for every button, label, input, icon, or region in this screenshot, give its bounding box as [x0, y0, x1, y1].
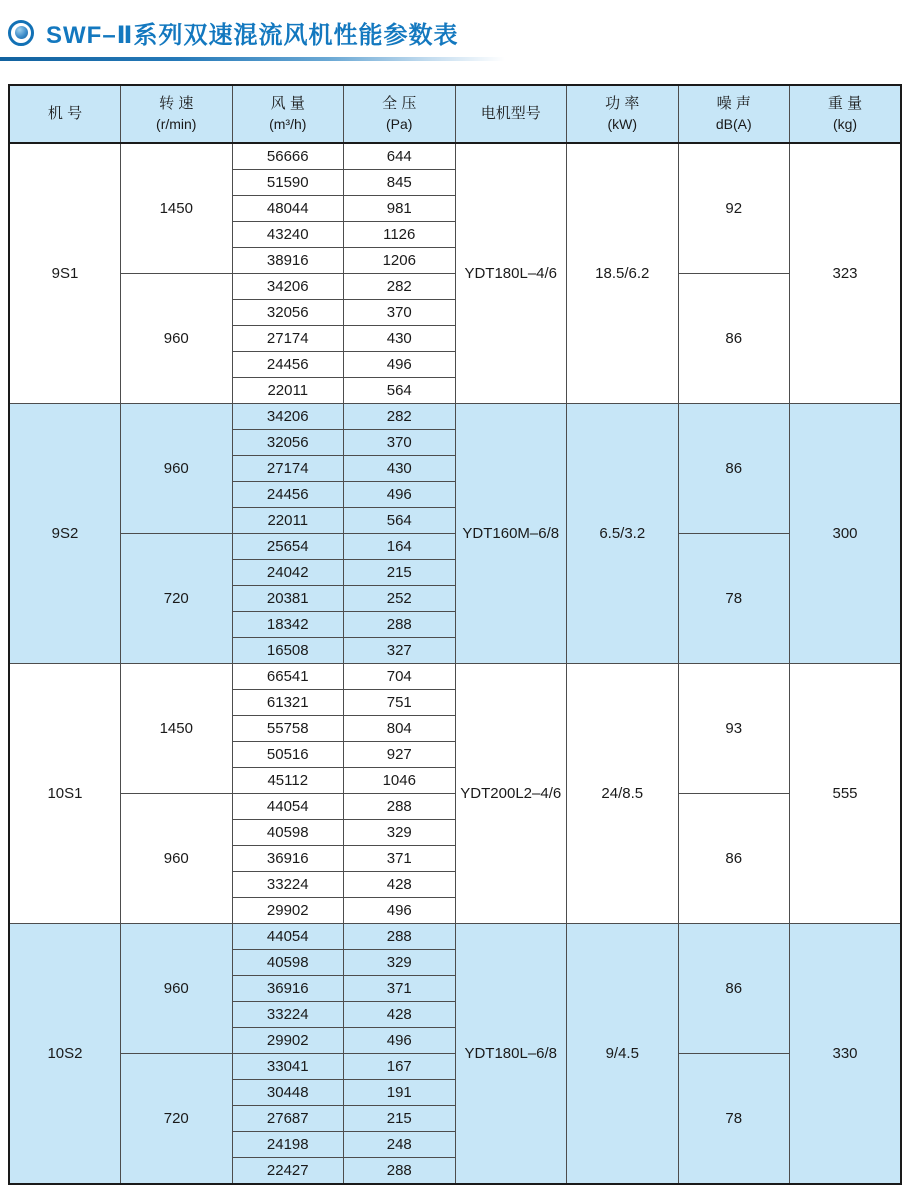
cell-pressure: 428 [344, 1002, 456, 1028]
cell-pressure: 288 [344, 1158, 456, 1185]
cell-pressure: 329 [344, 820, 456, 846]
cell-pressure: 751 [344, 690, 456, 716]
cell-flow: 22427 [232, 1158, 344, 1185]
col-header-power [567, 85, 679, 143]
cell-pressure: 288 [344, 794, 456, 820]
cell-power: 9/4.5 [567, 924, 679, 1185]
cell-pressure: 496 [344, 482, 456, 508]
cell-pressure: 644 [344, 143, 456, 170]
cell-flow: 38916 [232, 248, 344, 274]
cell-pressure: 164 [344, 534, 456, 560]
col-header-air-volume [232, 85, 344, 143]
cell-noise: 93 [678, 664, 790, 794]
table-row [9, 143, 901, 170]
cell-pressure: 704 [344, 664, 456, 690]
col-header-noise [678, 85, 790, 143]
cell-pressure: 329 [344, 950, 456, 976]
table-header [9, 85, 901, 143]
cell-flow: 36916 [232, 976, 344, 1002]
cell-flow: 20381 [232, 586, 344, 612]
cell-pressure: 288 [344, 612, 456, 638]
cell-flow: 32056 [232, 300, 344, 326]
cell-rpm: 960 [121, 404, 233, 534]
title-bullet-icon [8, 20, 34, 46]
cell-noise: 78 [678, 534, 790, 664]
col-header-label: 电机型号 [480, 104, 541, 122]
cell-flow: 34206 [232, 404, 344, 430]
cell-pressure: 327 [344, 638, 456, 664]
cell-model: 9S2 [9, 404, 121, 664]
cell-motor: YDT160M–6/8 [455, 404, 567, 664]
cell-flow: 30448 [232, 1080, 344, 1106]
col-header-unit: (kW) [607, 115, 638, 132]
cell-power: 24/8.5 [567, 664, 679, 924]
cell-noise: 86 [678, 274, 790, 404]
cell-flow: 44054 [232, 924, 344, 950]
cell-pressure: 252 [344, 586, 456, 612]
col-header-machine-no [9, 85, 121, 143]
cell-rpm: 720 [121, 534, 233, 664]
cell-pressure: 1126 [344, 222, 456, 248]
cell-rpm: 960 [121, 794, 233, 924]
col-header-label: 噪 声 [716, 95, 751, 113]
cell-pressure: 564 [344, 378, 456, 404]
cell-flow: 22011 [232, 508, 344, 534]
cell-flow: 45112 [232, 768, 344, 794]
cell-weight: 330 [790, 924, 902, 1185]
cell-pressure: 370 [344, 300, 456, 326]
col-header-unit: (kg) [832, 115, 858, 132]
performance-table [8, 84, 902, 1185]
cell-flow: 27687 [232, 1106, 344, 1132]
cell-pressure: 1206 [344, 248, 456, 274]
cell-pressure: 564 [344, 508, 456, 534]
cell-pressure: 927 [344, 742, 456, 768]
cell-motor: YDT200L2–4/6 [455, 664, 567, 924]
cell-rpm: 1450 [121, 664, 233, 794]
cell-flow: 22011 [232, 378, 344, 404]
cell-pressure: 371 [344, 976, 456, 1002]
cell-pressure: 430 [344, 456, 456, 482]
cell-flow: 34206 [232, 274, 344, 300]
cell-rpm: 960 [121, 274, 233, 404]
cell-pressure: 496 [344, 898, 456, 924]
cell-flow: 32056 [232, 430, 344, 456]
cell-flow: 29902 [232, 1028, 344, 1054]
cell-flow: 44054 [232, 794, 344, 820]
col-header-label: 全 压 [382, 95, 417, 113]
cell-pressure: 981 [344, 196, 456, 222]
cell-rpm: 960 [121, 924, 233, 1054]
col-header-speed [121, 85, 233, 143]
col-header-motor-model [455, 85, 567, 143]
cell-flow: 66541 [232, 664, 344, 690]
cell-motor: YDT180L–6/8 [455, 924, 567, 1185]
cell-flow: 27174 [232, 326, 344, 352]
cell-pressure: 215 [344, 1106, 456, 1132]
cell-pressure: 371 [344, 846, 456, 872]
cell-noise: 86 [678, 794, 790, 924]
cell-pressure: 1046 [344, 768, 456, 794]
cell-flow: 50516 [232, 742, 344, 768]
cell-pressure: 845 [344, 170, 456, 196]
cell-flow: 61321 [232, 690, 344, 716]
cell-flow: 16508 [232, 638, 344, 664]
cell-pressure: 370 [344, 430, 456, 456]
cell-rpm: 1450 [121, 143, 233, 274]
cell-flow: 24042 [232, 560, 344, 586]
cell-flow: 25654 [232, 534, 344, 560]
cell-pressure: 804 [344, 716, 456, 742]
cell-flow: 33224 [232, 1002, 344, 1028]
table-body [9, 143, 901, 1184]
cell-pressure: 430 [344, 326, 456, 352]
cell-rpm: 720 [121, 1054, 233, 1185]
cell-noise: 86 [678, 924, 790, 1054]
cell-pressure: 282 [344, 274, 456, 300]
page-header [0, 0, 910, 50]
cell-flow: 40598 [232, 820, 344, 846]
cell-model: 10S2 [9, 924, 121, 1185]
cell-pressure: 428 [344, 872, 456, 898]
table-row [9, 404, 901, 430]
table-row [9, 664, 901, 690]
col-header-total-pressure [344, 85, 456, 143]
col-header-label: 功 率 [605, 95, 640, 113]
col-header-unit: dB(A) [715, 115, 752, 132]
table-row [9, 924, 901, 950]
cell-flow: 33041 [232, 1054, 344, 1080]
cell-flow: 56666 [232, 143, 344, 170]
cell-pressure: 496 [344, 352, 456, 378]
cell-pressure: 191 [344, 1080, 456, 1106]
cell-motor: YDT180L–4/6 [455, 143, 567, 404]
cell-flow: 24456 [232, 352, 344, 378]
cell-pressure: 215 [344, 560, 456, 586]
col-header-unit: (m³/h) [269, 115, 307, 132]
cell-flow: 29902 [232, 898, 344, 924]
cell-pressure: 167 [344, 1054, 456, 1080]
cell-pressure: 248 [344, 1132, 456, 1158]
page-title: SWF–Ⅱ系列双速混流风机性能参数表 [46, 22, 459, 49]
title-bullet-core-icon [15, 26, 28, 39]
header-row [9, 85, 901, 143]
col-header-label: 风 量 [270, 95, 305, 113]
cell-flow: 36916 [232, 846, 344, 872]
cell-flow: 18342 [232, 612, 344, 638]
cell-flow: 51590 [232, 170, 344, 196]
title-underline [0, 57, 505, 61]
cell-noise: 92 [678, 143, 790, 274]
col-header-unit: (Pa) [386, 115, 413, 132]
cell-flow: 33224 [232, 872, 344, 898]
col-header-label: 重 量 [827, 95, 863, 113]
cell-flow: 27174 [232, 456, 344, 482]
col-header-label: 转 速 [159, 95, 194, 113]
cell-power: 18.5/6.2 [567, 143, 679, 404]
cell-flow: 24456 [232, 482, 344, 508]
cell-flow: 55758 [232, 716, 344, 742]
cell-power: 6.5/3.2 [567, 404, 679, 664]
cell-weight: 555 [790, 664, 902, 924]
cell-pressure: 288 [344, 924, 456, 950]
cell-pressure: 282 [344, 404, 456, 430]
col-header-weight [790, 85, 902, 143]
cell-noise: 78 [678, 1054, 790, 1185]
cell-model: 9S1 [9, 143, 121, 404]
cell-flow: 40598 [232, 950, 344, 976]
col-header-label: 机 号 [47, 104, 83, 122]
cell-pressure: 496 [344, 1028, 456, 1054]
cell-flow: 43240 [232, 222, 344, 248]
cell-weight: 300 [790, 404, 902, 664]
cell-flow: 24198 [232, 1132, 344, 1158]
cell-weight: 323 [790, 143, 902, 404]
cell-model: 10S1 [9, 664, 121, 924]
cell-flow: 48044 [232, 196, 344, 222]
cell-noise: 86 [678, 404, 790, 534]
col-header-unit: (r/min) [156, 115, 197, 132]
